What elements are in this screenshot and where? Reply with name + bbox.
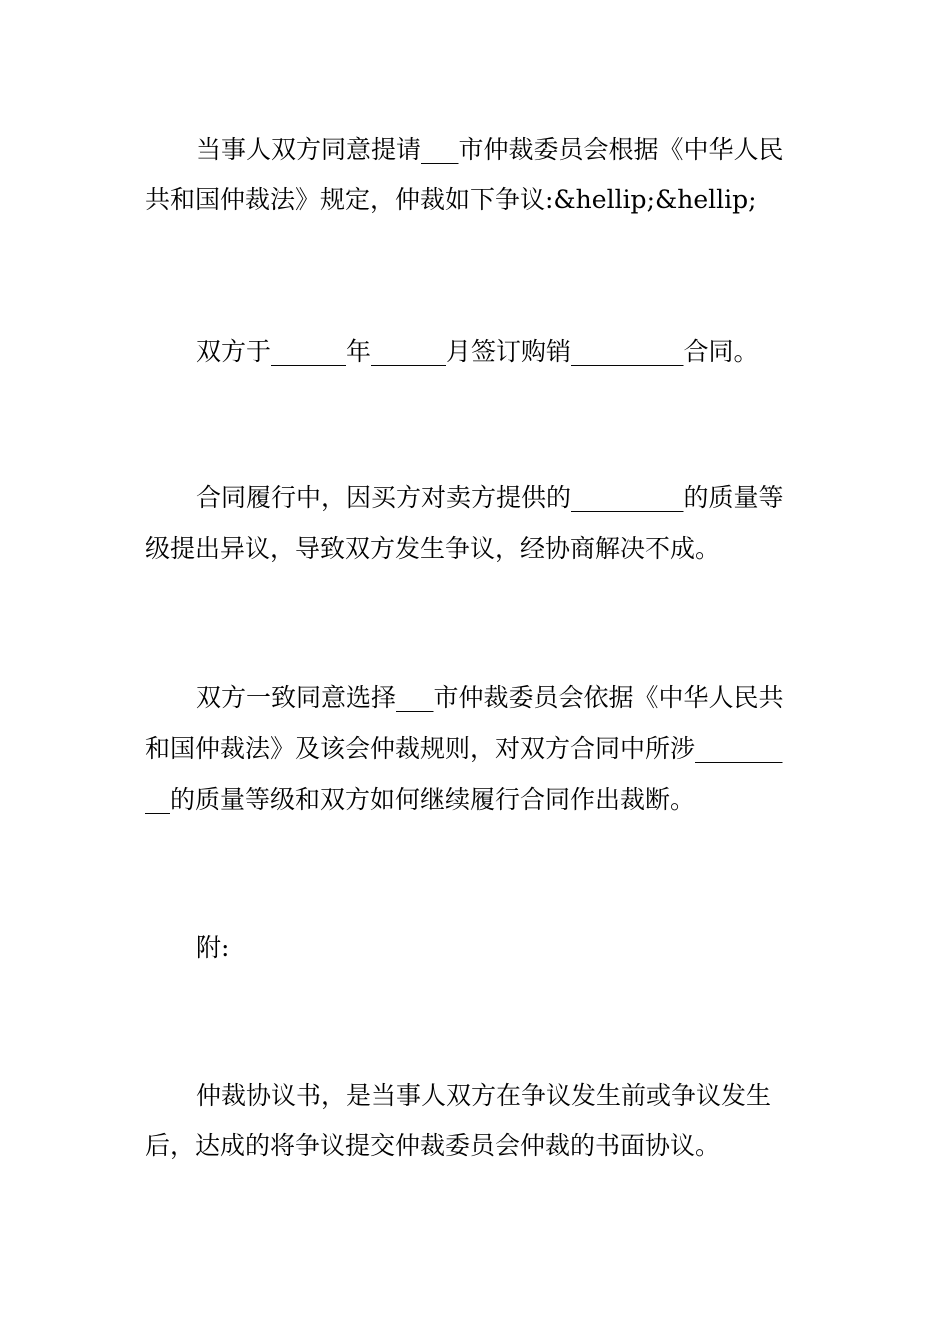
paragraph-line: 当事人双方同意提请___市仲裁委员会根据《中华人民 xyxy=(196,135,784,164)
paragraph-line: 级提出异议，导致双方发生争议，经协商解决不成。 xyxy=(145,534,721,563)
paragraph-line: 合同履行中，因买方对卖方提供的_________的质量等 xyxy=(196,483,784,512)
paragraph-line: __的质量等级和双方如何继续履行合同作出裁断。 xyxy=(145,785,696,814)
paragraph-line: 共和国仲裁法》规定，仲裁如下争议:&hellip;&hellip; xyxy=(145,185,757,214)
paragraph-line: 附: xyxy=(196,933,230,962)
paragraph-line: 后，达成的将争议提交仲裁委员会仲裁的书面协议。 xyxy=(145,1131,721,1160)
paragraph-line: 仲裁协议书，是当事人双方在争议发生前或争议发生 xyxy=(196,1081,772,1110)
paragraph-line: 双方于______年______月签订购销_________合同。 xyxy=(196,337,759,366)
paragraph-line: 和国仲裁法》及该会仲裁规则，对双方合同中所涉_______ xyxy=(145,734,783,763)
paragraph-line: 双方一致同意选择___市仲裁委员会依据《中华人民共 xyxy=(196,683,784,712)
